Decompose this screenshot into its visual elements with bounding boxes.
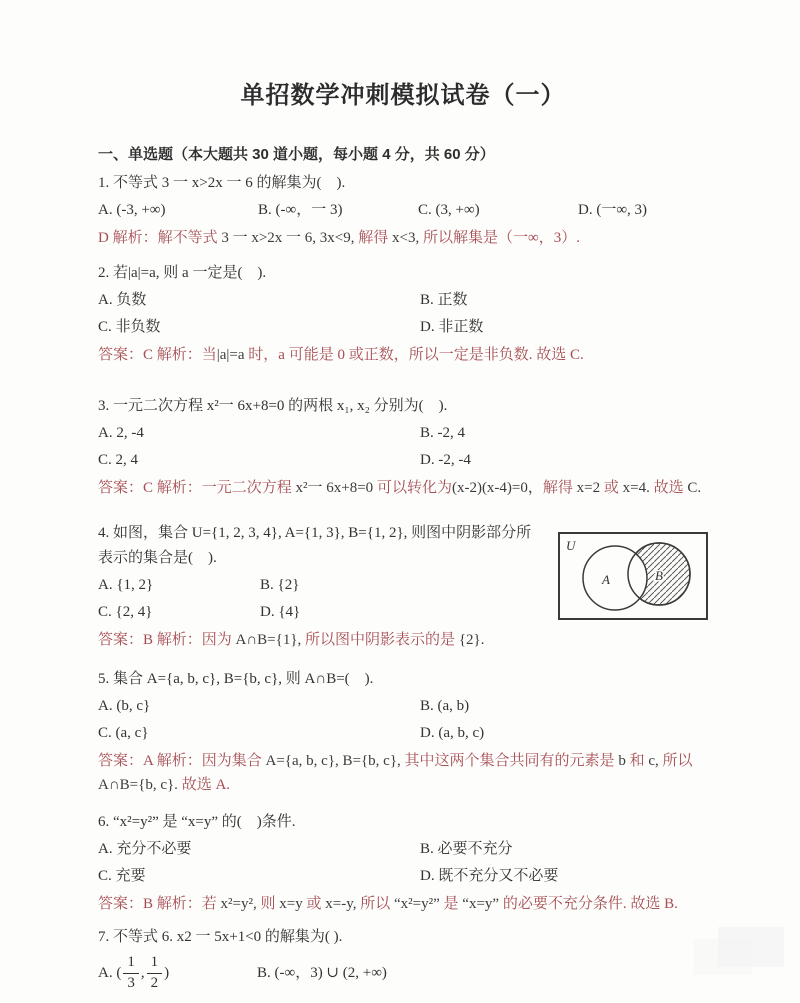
fraction-one-third: $\frac{1}{3}$: [123, 955, 139, 991]
option-a-open: A. (: [98, 965, 122, 981]
options-row: [98, 291, 708, 309]
question-1: [98, 174, 708, 250]
options-row: [98, 603, 542, 621]
answer-segment: 是: [439, 896, 463, 912]
option-c: C. 充要: [98, 868, 146, 884]
option-b: B. {2}: [260, 577, 300, 593]
options-row: [98, 955, 708, 991]
answer-line: [98, 226, 708, 250]
answer-segment: 解得: [358, 230, 393, 246]
answer-segment: x=4.: [622, 480, 650, 496]
answer-segment: 答案：B 解析：因为: [98, 632, 236, 648]
set-a-label: A: [602, 572, 610, 587]
answer-segment: x²=y²,: [220, 896, 257, 912]
answer-segment: A={a, b, c}, B={b, c},: [265, 753, 401, 769]
option-b: B. (-∞，3) ∪ (2, +∞): [257, 965, 387, 981]
answer-segment: x=-y,: [325, 896, 357, 912]
answer-segment: x=y: [279, 896, 303, 912]
option-a: A. 充分不必要: [98, 841, 192, 857]
answer-segment: “x²=y²”: [393, 896, 440, 912]
question-text: 1. 不等式 3 一 x>2x 一 6 的解集为( ).: [98, 175, 346, 191]
question-text: 4. 如图，集合 U={1, 2, 3, 4}, A={1, 3}, B={1, 2}, 则图中阴影部分所: [98, 525, 532, 541]
answer-segment: 答案：A 解析：因为集合: [98, 753, 266, 769]
answer-segment: x<3,: [392, 230, 423, 246]
option-b: B. (a, b): [420, 698, 470, 714]
question-5: [98, 670, 708, 797]
answer-segment: 所以图中阴影表示的是: [301, 632, 459, 648]
question-text: 3. 一元二次方程 x²一 6x+8=0 的两根 x₁, x₂ 分别为( ).: [98, 398, 448, 414]
answer-segment: 时，a 可能是 0 或正数，所以一定是非负数. 故选 C.: [244, 347, 584, 363]
answer-line: [98, 749, 708, 797]
question-7: [98, 928, 708, 991]
question-text: 6. “x²=y²” 是 “x=y” 的( )条件.: [98, 814, 296, 830]
answer-segment: 所以解集是（一∞，3）.: [423, 230, 580, 246]
option-b: B. 必要不充分: [420, 841, 513, 857]
option-a: A. (b, c}: [98, 698, 151, 714]
answer-line: [98, 476, 708, 500]
answer-segment: 则: [256, 896, 280, 912]
option-c: C. {2, 4}: [98, 604, 153, 620]
answer-segment: “x=y”: [462, 896, 500, 912]
section-header: 一、单选题（本大题共 30 道小题，每小题 4 分，共 60 分）: [98, 146, 495, 163]
option-a: A. {1, 2}: [98, 577, 154, 593]
answer-line: [98, 628, 708, 652]
option-a-close: ): [164, 965, 170, 981]
answer-segment: 所以: [356, 896, 394, 912]
answer-segment: b: [618, 753, 626, 769]
question-3: [98, 397, 708, 500]
universe-label: U: [566, 538, 576, 553]
option-d: D. -2, -4: [420, 452, 471, 468]
answer-segment: {2}.: [458, 632, 485, 648]
options-row: [98, 867, 708, 885]
option-b: B. (-∞，一 3): [258, 202, 343, 218]
question-4: [98, 524, 708, 652]
set-b-label: B: [655, 568, 663, 583]
answer-segment: 可以转化为: [373, 480, 452, 496]
option-b: B. -2, 4: [420, 425, 465, 441]
option-a: A. 负数: [98, 292, 147, 308]
option-d: D. (一∞, 3): [578, 202, 648, 218]
question-6: [98, 813, 708, 916]
answer-segment: A∩B={b, c}.: [98, 777, 178, 793]
options-row: [98, 201, 708, 219]
answer-segment: D 解析：解不等式: [98, 230, 222, 246]
venn-diagram: [558, 532, 708, 620]
answer-segment: 所以: [658, 753, 693, 769]
answer-segment: 故选 A.: [177, 777, 231, 793]
option-c: C. (3, +∞): [418, 202, 480, 218]
question-text-line2: 表示的集合是( ).: [98, 550, 217, 566]
option-d: D. {4}: [260, 604, 301, 620]
answer-segment: c,: [648, 753, 659, 769]
answer-segment: 解得: [542, 480, 577, 496]
options-row: [98, 697, 708, 715]
answer-segment: 和: [625, 753, 649, 769]
question-2: [98, 264, 708, 367]
answer-segment: 答案：C 解析：当: [98, 347, 217, 363]
fraction-one-half: $\frac{1}{2}$: [147, 955, 163, 991]
venn-circle-a: [583, 546, 647, 610]
option-d: D. 既不充分又不必要: [420, 868, 559, 884]
options-row: [98, 424, 708, 442]
options-row: [98, 318, 708, 336]
options-row: [98, 451, 708, 469]
options-row: [98, 576, 542, 594]
answer-segment: 的必要不充分条件. 故选 B.: [499, 896, 678, 912]
answer-segment: 或: [302, 896, 326, 912]
question-text: 2. 若|a|=a, 则 a 一定是( ).: [98, 265, 267, 281]
option-c: C. 非负数: [98, 319, 161, 335]
option-c: C. (a, c}: [98, 725, 149, 741]
option-c: C. 2, 4: [98, 452, 139, 468]
answer-segment: x²一 6x+8=0: [295, 480, 374, 496]
answer-line: [98, 343, 708, 367]
answer-segment: 或: [600, 480, 623, 496]
answer-segment: 3 一 x>2x 一 6, 3x<9,: [221, 230, 359, 246]
option-a: A. 2, -4: [98, 425, 144, 441]
question-text: 7. 不等式 6. x2 一 5x+1<0 的解集为( ).: [98, 929, 343, 945]
answer-segment: |a|=a: [216, 347, 245, 363]
answer-segment: A∩B={1},: [235, 632, 302, 648]
option-a: [98, 955, 257, 991]
options-row: [98, 840, 708, 858]
watermark-remnant: [718, 927, 784, 967]
option-a-comma: ,: [140, 965, 145, 981]
option-d: D. 非正数: [420, 319, 484, 335]
answer-segment: 答案：B 解析：若: [98, 896, 221, 912]
answer-line: [98, 892, 708, 916]
question-text: 5. 集合 A={a, b, c}, B={b, c}, 则 A∩B=( ).: [98, 671, 374, 687]
option-d: D. (a, b, c): [420, 725, 485, 741]
answer-segment: 其中这两个集合共同有的元素是: [400, 753, 619, 769]
answer-segment: x=2: [576, 480, 601, 496]
options-row: [98, 724, 708, 742]
page-title: 单招数学冲刺模拟试卷（一）: [240, 82, 566, 109]
option-a: A. (-3, +∞): [98, 202, 166, 218]
answer-segment: 答案：C 解析：一元二次方程: [98, 480, 296, 496]
answer-segment: (x-2)(x-4)=0，: [451, 480, 543, 496]
answer-segment: C.: [687, 480, 702, 496]
answer-segment: 故选: [649, 480, 688, 496]
option-b: B. 正数: [420, 292, 468, 308]
